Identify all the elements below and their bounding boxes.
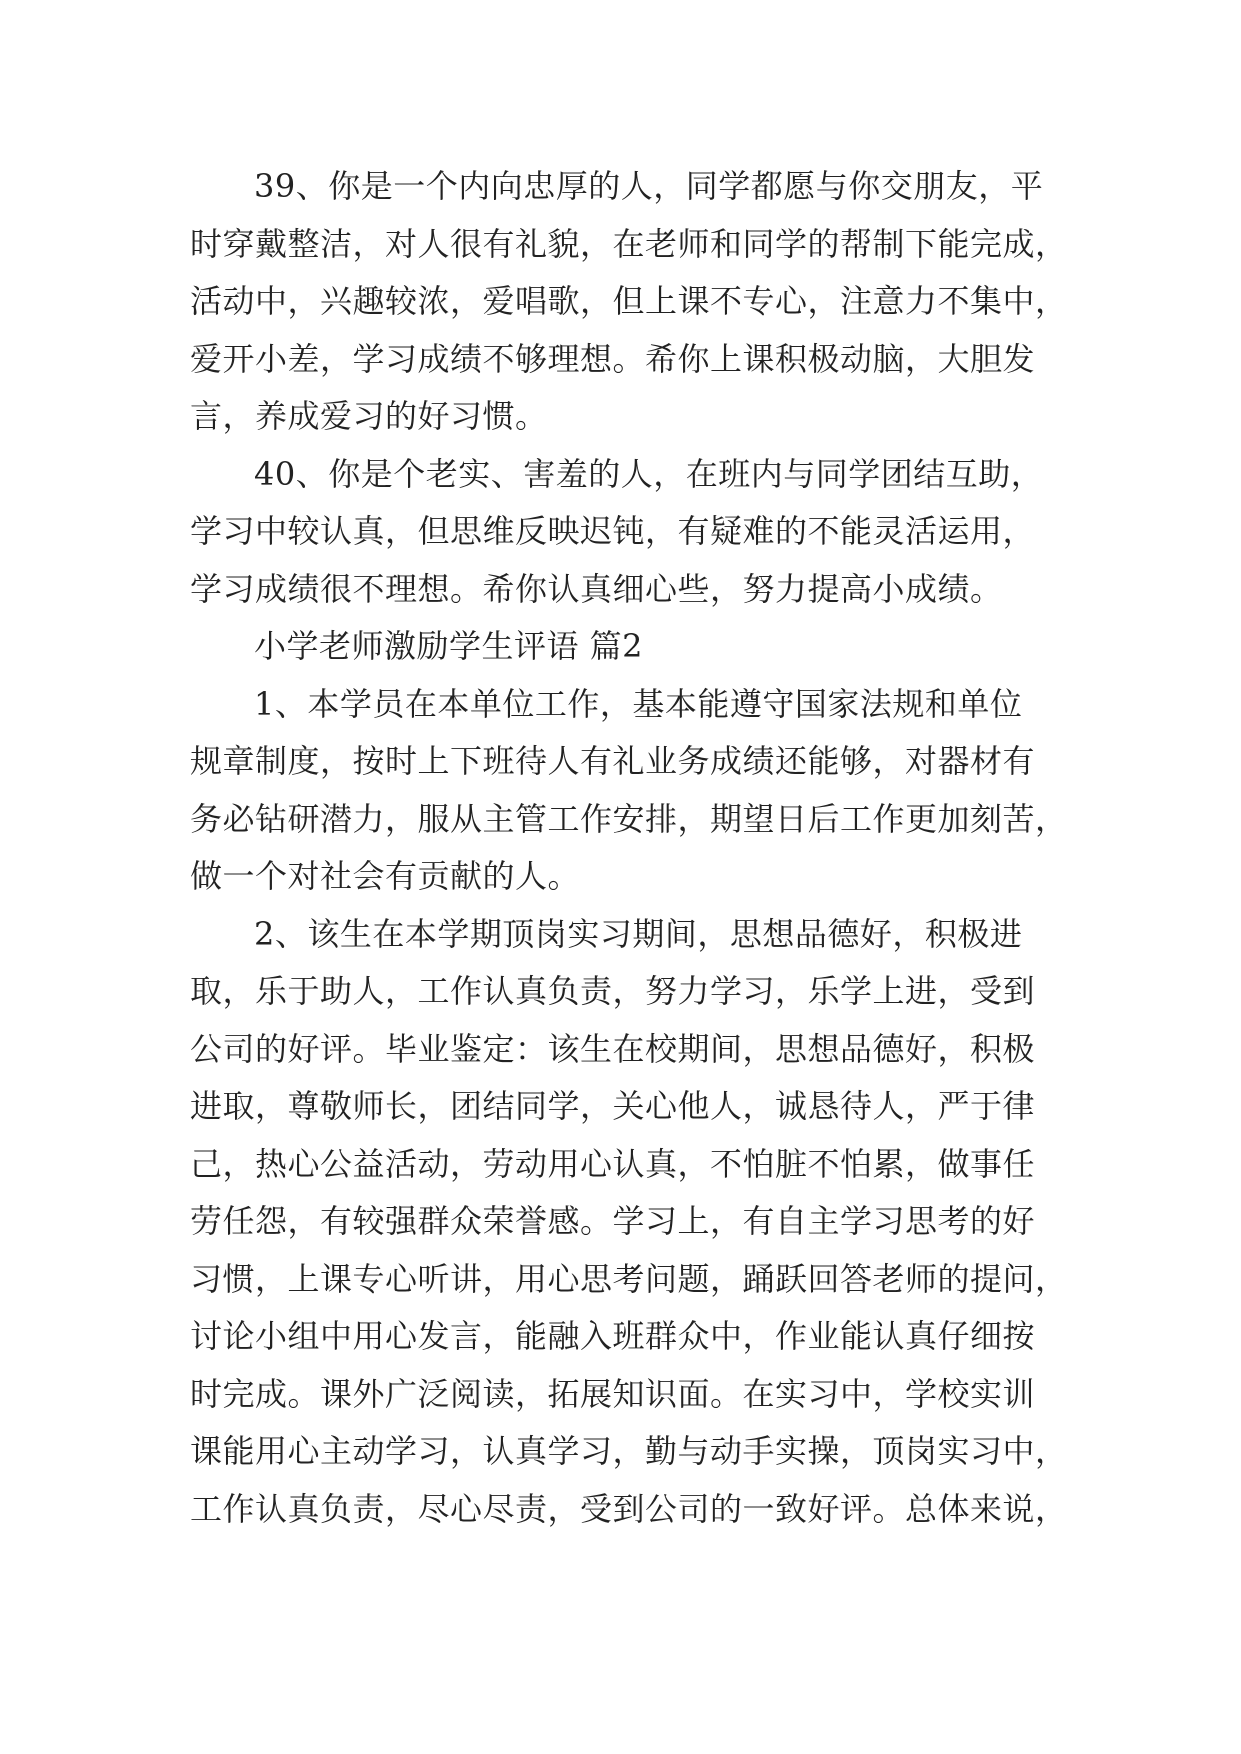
text-line: 学习中较认真，但思维反映迟钝，有疑难的不能灵活运用， (190, 512, 1036, 550)
text-line: 己，热心公益活动，劳动用心认真，不怕脏不怕累，做事任 (190, 1144, 1036, 1183)
text-line: 学习成绩很不理想。希你认真细心些，努力提高小成绩。 (190, 569, 1003, 608)
text-line: 言，养成爱习的好习惯。 (190, 397, 548, 435)
section-heading: 小学老师激励学生评语 篇2 (254, 627, 644, 665)
text-line: 务必钻研潜力，服从主管工作安排，期望日后工作更加刻苦， (190, 799, 1068, 838)
text-line: 1、本学员在本单位工作，基本能遵守国家法规和单位 (254, 684, 1023, 723)
text-line: 爱开小差，学习成绩不够理想。希你上课积极动脑，大胆发 (190, 339, 1036, 378)
text-line: 2、该生在本学期顶岗实习期间，思想品德好，积极进 (254, 914, 1023, 953)
text-line: 时穿戴整洁，对人很有礼貌，在老师和同学的帮制下能完成， (190, 224, 1068, 263)
text-line: 公司的好评。毕业鉴定：该生在校期间，思想品德好，积极 (190, 1029, 1036, 1068)
text-line: 做一个对社会有贡献的人。 (190, 857, 581, 895)
document-body (190, 158, 1068, 1538)
text-line: 取，乐于助人，工作认真负责，努力学习，乐学上进，受到 (190, 972, 1036, 1010)
text-line: 课能用心主动学习，认真学习，勤与动手实操，顶岗实习中， (190, 1432, 1068, 1470)
text-line: 劳任怨，有较强群众荣誉感。学习上，有自主学习思考的好 (190, 1202, 1036, 1240)
text-line: 39、你是一个内向忠厚的人，同学都愿与你交朋友，平 (254, 167, 1044, 205)
text-line: 习惯，上课专心听讲，用心思考问题，踊跃回答老师的提问， (190, 1259, 1068, 1298)
text-line: 40、你是个老实、害羞的人，在班内与同学团结互助， (254, 454, 1044, 493)
text-line: 活动中，兴趣较浓，爱唱歌，但上课不专心，注意力不集中， (190, 282, 1068, 320)
text-line: 讨论小组中用心发言，能融入班群众中，作业能认真仔细按 (190, 1317, 1036, 1355)
text-line: 工作认真负责，尽心尽责，受到公司的一致好评。总体来说， (190, 1489, 1068, 1528)
text-line: 进取，尊敬师长，团结同学，关心他人，诚恳待人，严于律 (190, 1087, 1036, 1125)
text-line: 时完成。课外广泛阅读，拓展知识面。在实习中，学校实训 (190, 1374, 1036, 1413)
text-line: 规章制度，按时上下班待人有礼业务成绩还能够，对器材有 (190, 742, 1036, 780)
